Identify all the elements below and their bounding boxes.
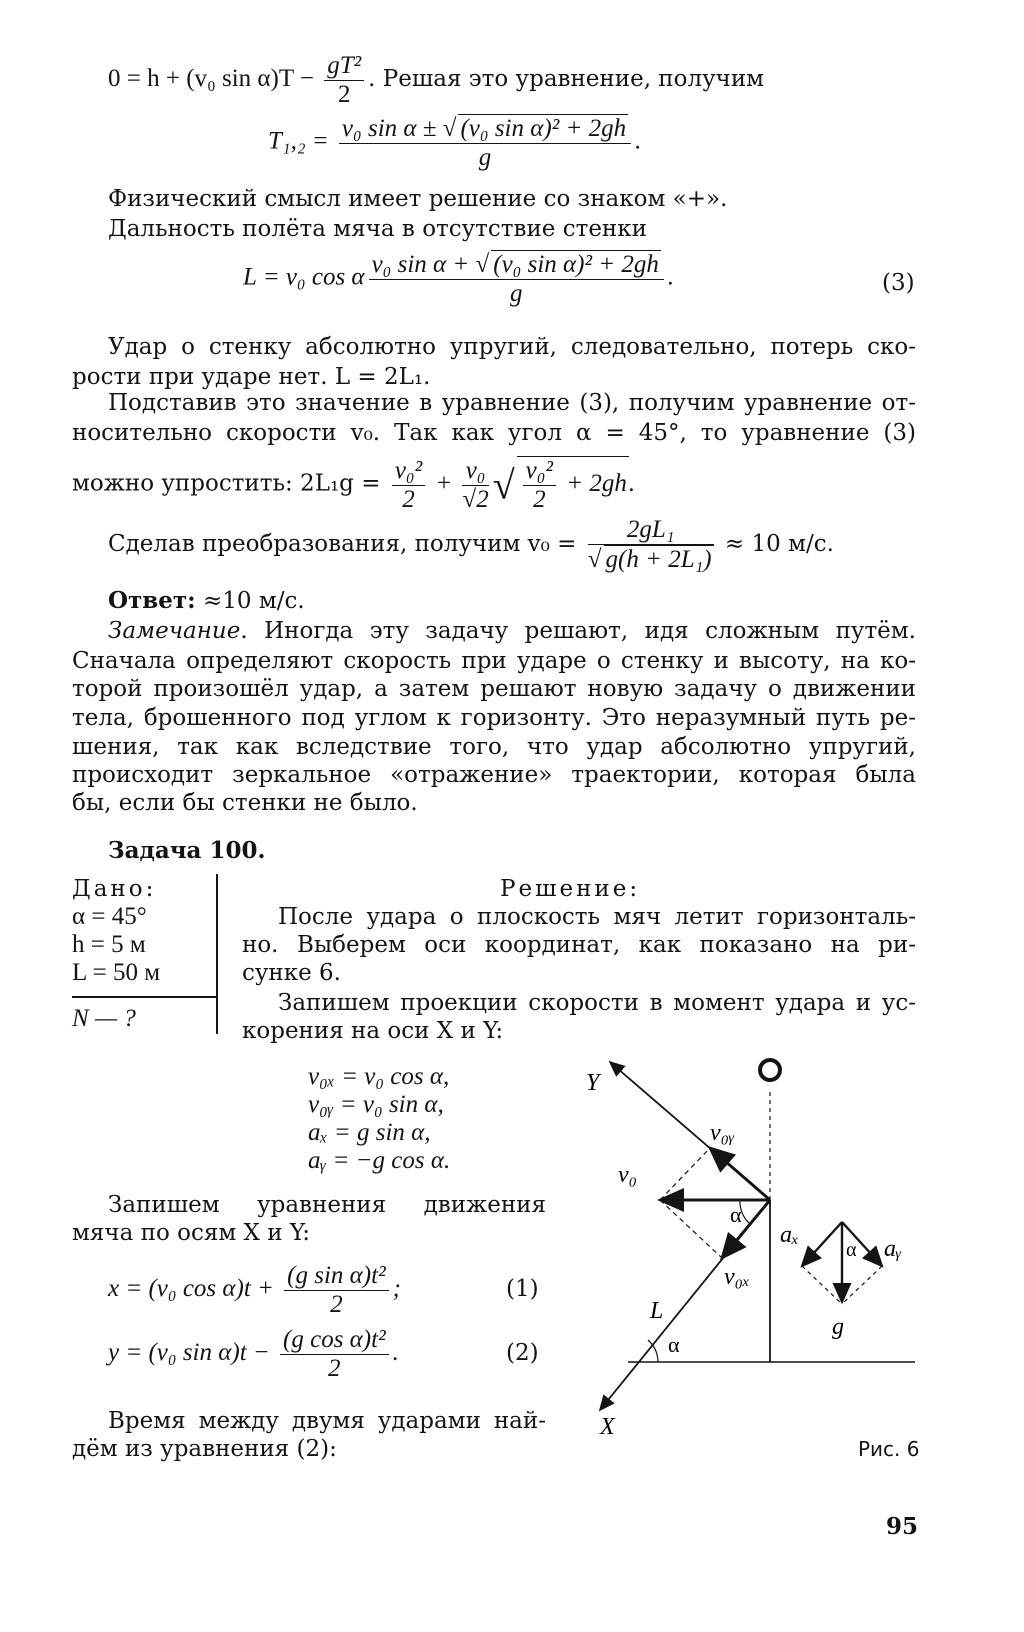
- v0y-label: v₀ᵧ: [710, 1120, 735, 1146]
- equation-x: [108, 1262, 401, 1319]
- given-find: N — ?: [72, 1005, 136, 1032]
- remark-text: Иногда эту задачу решают, идя сложным путём.: [247, 618, 916, 644]
- answer-value: ≈10 м/с.: [195, 588, 305, 614]
- equation-tail-text: . Решая это уравнение, получим: [368, 66, 765, 93]
- fraction-numerator: v₀: [462, 457, 488, 486]
- alpha-label: α: [846, 1239, 857, 1261]
- equation-end: .: [628, 469, 636, 497]
- given-item: L = 50 м: [72, 959, 161, 986]
- equation-simplified: можно упростить: 2L₁g = $\frac{\text{v₀²}}{2}$ + $\frac{\text{v₀}}{√2}$ √ $\frac{\text{v₀²}}{2}$ + 2gh.: [72, 456, 636, 513]
- equation-number: (2): [506, 1340, 539, 1366]
- equation-lhs: y = (v₀ sin α)t −: [108, 1339, 277, 1367]
- solution-line: сунке 6.: [242, 960, 341, 986]
- dashed-guide: [842, 1266, 882, 1304]
- equation-range: L = v₀ cos α $\frac{\text{v₀ sin α + √ (v₀ sin α)² + 2gh}}{g}$ .: [243, 251, 675, 307]
- numerator-part: v₀ sin α ±: [341, 115, 443, 142]
- alpha-label: α: [668, 1332, 680, 1357]
- projection-eq: aₓ = g sin α,: [308, 1119, 431, 1146]
- last-line: дём из уравнения (2):: [72, 1436, 337, 1462]
- projection-eq: v₀ᵧ = v₀ sin α,: [308, 1091, 444, 1118]
- answer: [108, 586, 305, 616]
- task-title: Задача 100.: [108, 837, 266, 864]
- ball-icon: [760, 1060, 780, 1080]
- given-divider: [72, 996, 216, 998]
- alpha-label: α: [730, 1202, 742, 1227]
- answer-label: Ответ:: [108, 587, 196, 614]
- sqrt-content: g(h + 2L₁): [605, 546, 712, 573]
- x-axis-label: X: [600, 1414, 615, 1440]
- fraction-denominator: √2: [462, 485, 489, 513]
- g-label: g: [832, 1314, 844, 1340]
- motion-line: Запишем уравнения движения: [108, 1192, 546, 1218]
- ax-vector: [802, 1222, 842, 1266]
- dashed-guide: [802, 1266, 842, 1304]
- solution-title: Решение:: [500, 876, 641, 902]
- plus-sign: +: [429, 469, 459, 497]
- equation-end: ;: [392, 1275, 401, 1303]
- dashed-guide: [660, 1200, 722, 1258]
- equation-y: [108, 1326, 399, 1383]
- dashed-guide: [660, 1148, 710, 1200]
- remark-line: тела, брошенного под углом к горизонту. Это неразумный путь ре-: [72, 705, 916, 731]
- fraction-denominator: g: [478, 144, 492, 171]
- equation-lhs: L = v₀ cos α: [243, 263, 365, 291]
- ay-label: aᵧ: [884, 1236, 902, 1262]
- equation-v0: Сделав преобразования, получим v₀ = $\frac{\text{2gL₁}}{\text{√ g(h + 2L₁)}}$ ≈ 10 м/с.: [108, 516, 834, 573]
- last-line: Время между двумя ударами най-: [108, 1408, 546, 1434]
- fraction-denominator: 2: [402, 485, 415, 513]
- fraction-numerator: v₀²: [392, 457, 425, 486]
- equation-lhs: 0 = h + (v₀ sin α)T −: [108, 65, 321, 93]
- fraction-numerator: v₀²: [523, 457, 556, 486]
- figure-caption: Рис. 6: [858, 1437, 920, 1461]
- remark-line: [108, 616, 916, 646]
- fraction-denominator: 2: [533, 486, 546, 513]
- v0-label: v₀: [618, 1162, 637, 1188]
- ax-label: aₓ: [780, 1222, 799, 1248]
- fraction-denominator: 2: [337, 81, 351, 108]
- given-item: h = 5 м: [72, 931, 146, 958]
- equation-end: .: [392, 1339, 399, 1367]
- solution-line: Запишем проекции скорости в момент удара и ус-: [278, 990, 916, 1016]
- fraction-denominator: 2: [330, 1291, 343, 1318]
- fraction-numerator: gT²: [324, 52, 364, 81]
- v0y-vector: [710, 1148, 770, 1200]
- equation-number: (1): [506, 1276, 539, 1302]
- motion-line: мяча по осям X и Y:: [72, 1220, 310, 1246]
- given-item: α = 45°: [72, 903, 147, 930]
- paragraph-line: Подставив это значение в уравнение (3), получим уравнение от-: [108, 390, 916, 416]
- remark-label: Замечание.: [108, 618, 248, 644]
- paragraph: Физический смысл имеет решение со знаком «+».: [108, 186, 728, 212]
- equation-lhs: T₁,₂ =: [268, 127, 335, 155]
- fraction-denominator: 2: [328, 1355, 341, 1382]
- sqrt-tail: + 2gh: [559, 470, 627, 498]
- fraction-numerator: (g cos α)t²: [280, 1326, 389, 1355]
- given-separator: [216, 874, 218, 1034]
- paragraph: Дальность полёта мяча в отсутствие стенки: [108, 216, 647, 242]
- fraction-numerator: (g sin α)t²: [284, 1262, 388, 1291]
- remark-line: Сначала определяют скорость при ударе о стенку и высоту, на ко-: [72, 648, 916, 674]
- paragraph-line: рости при ударе нет. L = 2L₁.: [72, 364, 431, 390]
- sqrt-content: (v₀ sin α)² + 2gh: [460, 115, 627, 142]
- y-axis-label: Y: [586, 1070, 600, 1096]
- equation-time: T₁,₂ = $\frac{\text{v₀ sin α ± √ (v₀ sin α)² + 2gh}}{g}$ .: [268, 115, 642, 171]
- fraction-denominator: g: [509, 280, 523, 307]
- equation-tail-text: ≈ 10 м/с.: [717, 531, 834, 557]
- figure-6: [570, 1040, 930, 1450]
- numerator-part: v₀ sin α +: [371, 251, 476, 278]
- given-title: Дано:: [72, 876, 157, 902]
- l-label: L: [650, 1298, 664, 1324]
- remark-line: происходит зеркальное «отражение» траектории, которая была: [72, 762, 916, 788]
- solution-line: корения на оси X и Y:: [242, 1018, 504, 1044]
- paragraph-line: носительно скорости v₀. Так как угол α = 45°, то уравнение (3): [72, 420, 916, 446]
- remark-line: бы, если бы стенки не было.: [72, 790, 418, 816]
- projection-eq: v₀ₓ = v₀ cos α,: [308, 1063, 450, 1090]
- equation-end: .: [667, 263, 675, 291]
- projection-eq: aᵧ = −g cos α.: [308, 1147, 451, 1174]
- remark-line: торой произошёл удар, а затем решают новую задачу о движении: [72, 676, 916, 702]
- equation-lead-text: можно упростить: 2L₁g =: [72, 470, 388, 497]
- equation-number: (3): [882, 270, 915, 296]
- equation-end: .: [635, 127, 642, 155]
- paragraph-line: Удар о стенку абсолютно упругий, следовательно, потерь ско-: [108, 334, 916, 360]
- solution-line: После удара о плоскость мяч летит горизонталь-: [278, 904, 916, 930]
- sqrt-content: (v₀ sin α)² + 2gh: [493, 251, 659, 278]
- equation-energy: [108, 52, 764, 109]
- equation-lhs: x = (v₀ cos α)t +: [108, 1275, 281, 1303]
- solution-line: но. Выберем оси координат, как показано на ри-: [242, 932, 916, 958]
- v0x-label: v₀ₓ: [724, 1264, 750, 1290]
- page-number: 95: [886, 1513, 919, 1540]
- equation-lead-text: Сделав преобразования, получим v₀ =: [108, 531, 584, 557]
- remark-line: шения, так как вследствие того, что удар абсолютно упругий,: [72, 734, 916, 760]
- fraction-numerator: 2gL₁: [588, 516, 714, 545]
